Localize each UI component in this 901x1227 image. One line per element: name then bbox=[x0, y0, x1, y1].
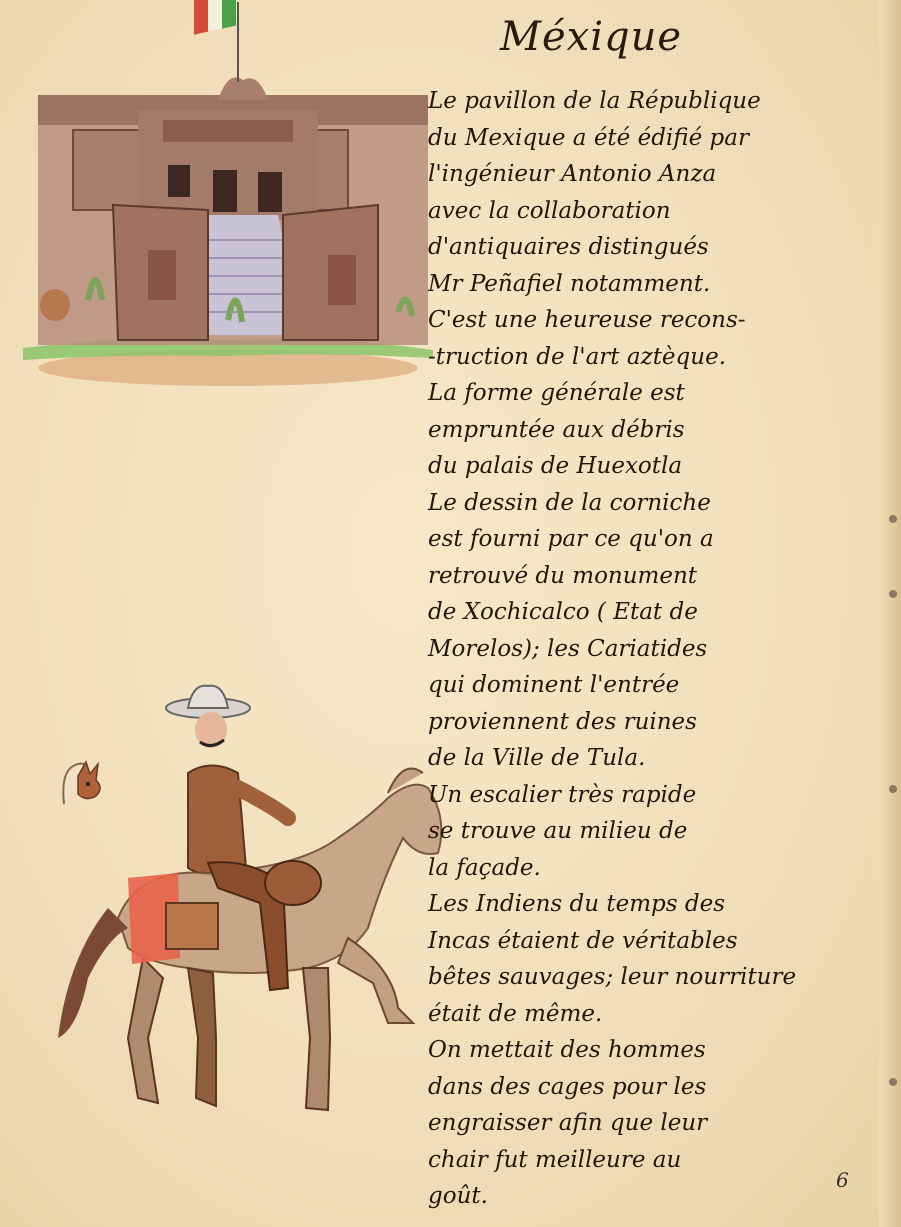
text-line: bêtes sauvages; leur nourriture bbox=[428, 964, 797, 990]
text-line: Les Indiens du temps des bbox=[428, 891, 726, 917]
text-line: Incas étaient de véritables bbox=[428, 927, 738, 954]
text-line: se trouve au milieu de bbox=[428, 818, 688, 844]
text-line: de la Ville de Tula. bbox=[428, 745, 646, 771]
text-line: goût. bbox=[428, 1183, 488, 1209]
text-line: chair fut meilleure au bbox=[428, 1146, 682, 1173]
handwritten-text bbox=[428, 83, 883, 1215]
text-line: C'est une heureuse recons- bbox=[428, 307, 746, 333]
text-line: Morelos); les Cariatides bbox=[428, 635, 708, 662]
text-line: Mr Peñafiel notamment. bbox=[428, 270, 711, 297]
text-line: On mettait des hommes bbox=[428, 1037, 706, 1063]
binding-hole bbox=[889, 785, 897, 793]
text-line: Le pavillon de la République bbox=[428, 88, 761, 114]
text-line: Le dessin de la corniche bbox=[428, 489, 711, 516]
text-line: retrouvé du monument bbox=[428, 562, 698, 589]
text-line: Un escalier très rapide bbox=[428, 781, 697, 808]
text-line: avec la collaboration bbox=[428, 197, 671, 224]
page-title: Méxique bbox=[500, 14, 683, 60]
text-line: la façade. bbox=[428, 854, 541, 881]
text-line: proviennent des ruines bbox=[428, 708, 697, 735]
page-number: 6 bbox=[836, 1168, 849, 1192]
text-line: est fourni par ce qu'on a bbox=[428, 526, 714, 552]
binding-hole bbox=[889, 515, 897, 523]
text-line: engraisser afin que leur bbox=[428, 1110, 708, 1136]
text-line: dans des cages pour les bbox=[428, 1073, 707, 1100]
text-line: empruntée aux débris bbox=[428, 416, 685, 443]
text-line: du Mexique a été édifié par bbox=[428, 124, 749, 151]
binding-hole bbox=[889, 1078, 897, 1086]
text-line: de Xochicalco ( Etat de bbox=[428, 599, 698, 625]
text-line: qui dominent l'entrée bbox=[428, 672, 680, 698]
binding-hole bbox=[889, 590, 897, 598]
pavilion-illustration bbox=[18, 0, 438, 395]
text-line: du palais de Huexotla bbox=[428, 453, 683, 479]
rider-illustration bbox=[48, 678, 458, 1123]
text-line: était de même. bbox=[428, 1000, 603, 1027]
text-line: d'antiquaires distingués bbox=[428, 234, 709, 260]
text-line: -truction de l'art aztèque. bbox=[428, 343, 727, 370]
text-line: La forme générale est bbox=[428, 380, 685, 406]
text-line: l'ingénieur Antonio Anza bbox=[428, 161, 717, 187]
